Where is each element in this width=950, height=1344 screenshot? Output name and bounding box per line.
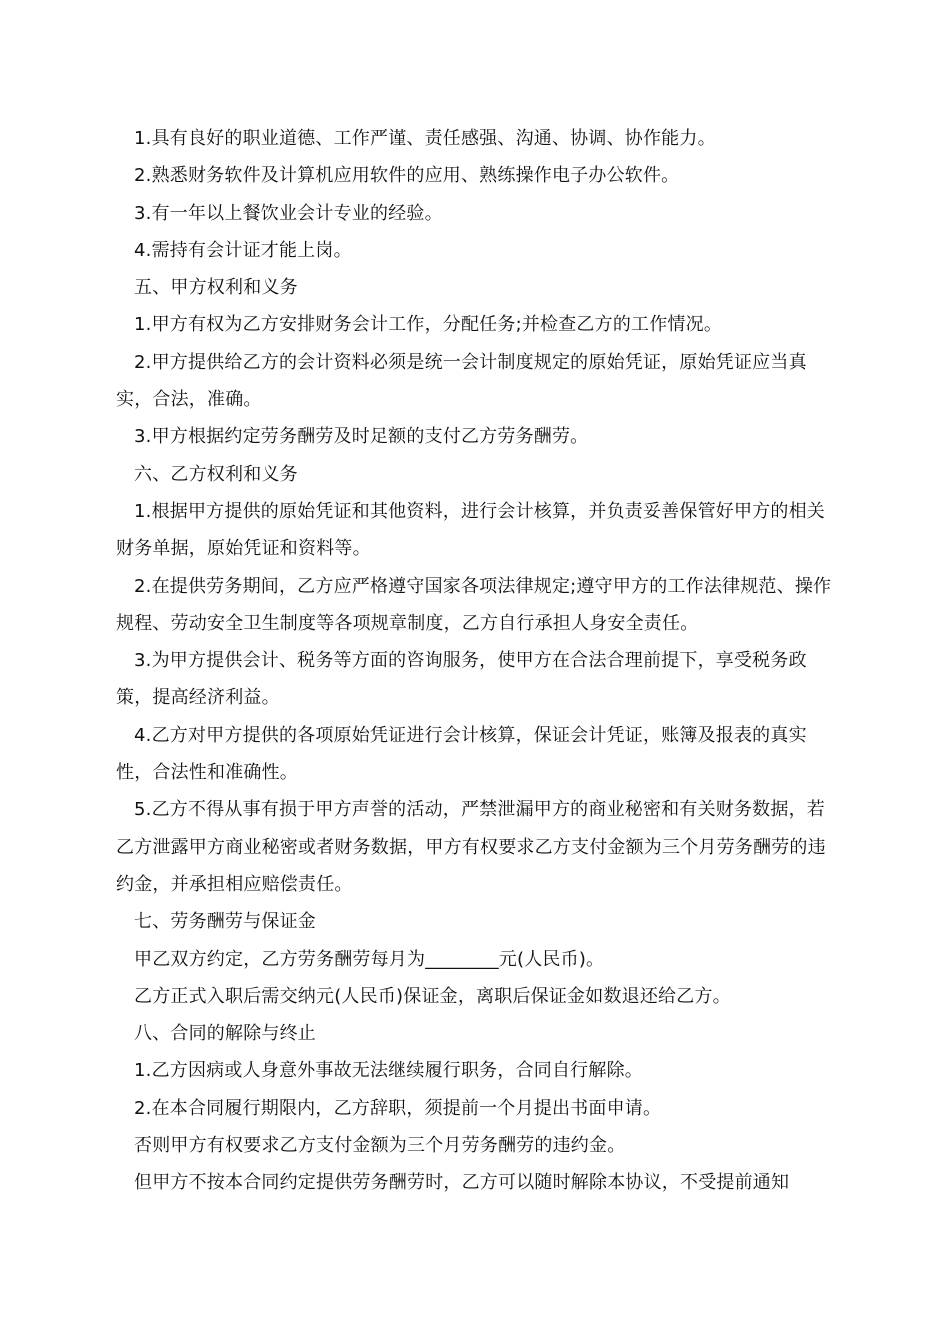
paragraph: 1.根据甲方提供的原始凭证和其他资料，进行会计核算，并负责妥善保管好甲方的相关财务单据，原始凭证和资料等。 xyxy=(116,500,825,560)
section-heading: 八、合同的解除与终止 xyxy=(134,1023,316,1045)
paragraph: 2.甲方提供给乙方的会计资料必须是统一会计制度规定的原始凭证，原始凭证应当真实，合法，准确。 xyxy=(116,351,807,411)
paragraph: 3.有一年以上餐饮业会计专业的经验。 xyxy=(134,202,443,224)
section-heading: 六、乙方权利和义务 xyxy=(134,463,298,485)
paragraph: 1.乙方因病或人身意外事故无法继续履行职务，合同自行解除。 xyxy=(134,1060,643,1082)
paragraph: 甲乙双方约定，乙方劳务酬劳每月为________元(人民币)。 xyxy=(134,948,605,970)
paragraph: 3.为甲方提供会计、税务等方面的咨询服务，使甲方在合法合理前提下，享受税务政策，提高经济利益。 xyxy=(116,650,807,709)
paragraph: 4.需持有会计证才能上岗。 xyxy=(134,239,352,261)
paragraph: 1.甲方有权为乙方安排财务会计工作，分配任务;并检查乙方的工作情况。 xyxy=(134,314,723,336)
paragraph: 否则甲方有权要求乙方支付金额为三个月劳务酬劳的违约金。 xyxy=(134,1135,626,1157)
paragraph: 2.在提供劳务期间，乙方应严格遵守国家各项法律规定;遵守甲方的工作法律规范、操作规程、劳动安全卫生制度等各项规章制度，乙方自行承担人身安全责任。 xyxy=(116,575,832,634)
section-heading: 五、甲方权利和义务 xyxy=(134,277,298,299)
paragraph: 2.在本合同履行期限内，乙方辞职，须提前一个月提出书面申请。 xyxy=(134,1097,662,1119)
paragraph: 但甲方不按本合同约定提供劳务酬劳时，乙方可以随时解除本协议，不受提前通知 xyxy=(134,1172,790,1194)
paragraph: 4.乙方对甲方提供的各项原始凭证进行会计核算，保证会计凭证，账簿及报表的真实性，合法性和准确性。 xyxy=(116,724,807,784)
paragraph: 3.甲方根据约定劳务酬劳及时足额的支付乙方劳务酬劳。 xyxy=(134,426,589,448)
paragraph: 2.熟悉财务软件及计算机应用软件的应用、熟练操作电子办公软件。 xyxy=(134,165,680,187)
paragraph: 乙方正式入职后需交纳元(人民币)保证金，离职后保证金如数退还给乙方。 xyxy=(134,985,731,1007)
document-page xyxy=(116,120,836,1202)
paragraph: 5.乙方不得从事有损于甲方声誉的活动，严禁泄漏甲方的商业秘密和有关财务数据，若乙方泄露甲方商业秘密或者财务数据，甲方有权要求乙方支付金额为三个月劳务酬劳的违约金，并承担相应赔偿责任。 xyxy=(116,799,826,895)
section-heading: 七、劳务酬劳与保证金 xyxy=(134,911,316,933)
paragraph: 1.具有良好的职业道德、工作严谨、责任感强、沟通、协调、协作能力。 xyxy=(134,128,716,149)
